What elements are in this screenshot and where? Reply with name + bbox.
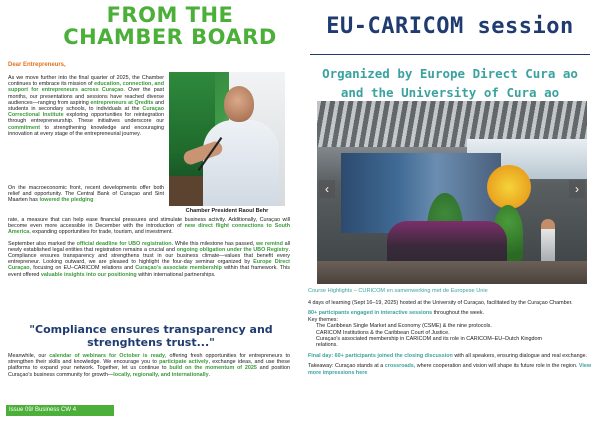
ubo-paragraph: September also marked the official deadline for UBO registration. While this milestone has passed, we remind all newly established legal entities that registration remains a crucial and ongoing obligation under the UBO Registry. Compliance ensures transparency and strengthens trust in our business climate—values that benefit every entrepreneur. Looking outward, we are pleased to highlight the four-day seminar organized by Europe Direct Curaçao, focusing on EU–CARICOM relations and Curaçao's associate membership within that framework. This event offered valuable insights into our positioning within international partnerships. [8, 240, 290, 278]
left-title-line1: FROM THE [106, 3, 234, 27]
right-subtitle: Organized by Europe Direct Cura ao and the University of Cura ao [322, 66, 578, 100]
body-continuation [8, 217, 290, 283]
slideshow-caption: Course Highlights – CURICOM en samenwerking met de Europese Unie [308, 288, 488, 294]
final-day-line: Final day: 60+ participants joined the closing discussion with all speakers, ensuring dialogue and real exchange. [308, 352, 588, 359]
theme-item-continued: relations. [316, 342, 338, 349]
president-photo-caption: Chamber President Raoul Behr [185, 208, 269, 214]
intro-paragraph-2: On the macroeconomic front, recent developments offer both relief and opportunity. The Central Bank of Curaçao and Sint Maarten has lowered the pledging [8, 185, 164, 204]
pull-quote: "Compliance ensures transparency and strenghtens trust..." [29, 323, 273, 349]
left-title-line2: CHAMBER BOARD [63, 25, 277, 49]
participants-line: 80+ participants engaged in interactive sessions throughout the week. Key themes: The Caribbean Single Market and Economy (CSME) & the nine protocols. CARICOM Institutions & the Caribbean Court of Justice. Curaçao's associated membership in CARICOM and its role in CARICOM–EU–Dutch Kingdom relations. [308, 310, 594, 348]
left-page-title [0, 4, 300, 48]
view-more-impressions-link[interactable]: View more impressions here [308, 363, 592, 376]
salutation: Dear Entrepreneurs, [8, 62, 66, 68]
key-themes: Key themes: The Caribbean Single Market and Economy (CSME) & the nine protocols. CARICOM Institutions & the Caribbean Court of Justice. Curaçao's associated membership in CARICOM and its role in CARICOM–EU–Dutch Kingdom relations. [308, 317, 594, 349]
right-page-title: EU-CARICOM session [326, 14, 574, 39]
closing-paragraph: Meanwhile, our calendar of webinars for October is ready, offering fresh opportunities for entrepreneurs to strengthen their skills and knowledge. We encourage you to participate actively, exchange ideas, and use these platforms to expand your network. Together, let us continue to build on the momentum of 2025 and position Curaçao's business community for growth—locally, regionally, and internationally. [8, 353, 290, 378]
issue-label: Issue 09/ Business CW 4 [6, 405, 114, 416]
slideshow-prev-button[interactable]: ‹ [319, 180, 335, 198]
takeaway-line: Takeaway: Curaçao stands at a crossroads, where cooperation and vision will shape its future role in the region. View more impressions here [308, 363, 592, 376]
intro-text [8, 75, 164, 142]
theme-item: CARICOM Institutions & the Caribbean Court of Justice. [316, 329, 450, 336]
flight-paragraph: rate, a measure that can help ease financial pressures and stimulate business activity. Additionally, Curaçao will become even more accessible in December with the introduction of new direct flight connections to South America, expanding opportunities for trade, tourism, and investment. [8, 217, 290, 236]
theme-item: Curaçao's associated membership in CARICOM and its role in CARICOM–EU–Dutch Kingdom [316, 336, 543, 343]
theme-item: The Caribbean Single Market and Economy (CSME) & the nine protocols. [316, 323, 492, 330]
president-photo [169, 72, 285, 206]
event-photo-slideshow[interactable] [317, 101, 587, 284]
session-summary [308, 300, 594, 380]
intro-paragraph-1: As we move further into the final quarter of 2025, the Chamber continues to embrace its mission of education, connection, and support for entrepreneurs across Curaçao. Over the past months, our presentations and sessions have reached diverse audiences—ranging from aspiring entrepreneurs at Qredits and students in secondary schools, to individuals at the Curaçao Correctional Institute exploring opportunities for reintegration through entrepreneurship. These initiatives underscore our commitment to strengthening knowledge and encouraging innovation at every stage of the entrepreneurial journey. [8, 75, 164, 137]
slideshow-next-button[interactable]: › [569, 180, 585, 198]
right-page [300, 0, 600, 424]
session-intro: 4 days of learning (Sept 16–19, 2025) hosted at the University of Curaçao, facilitated by the Curaçao Chamber. [308, 300, 573, 306]
title-divider [310, 54, 590, 55]
